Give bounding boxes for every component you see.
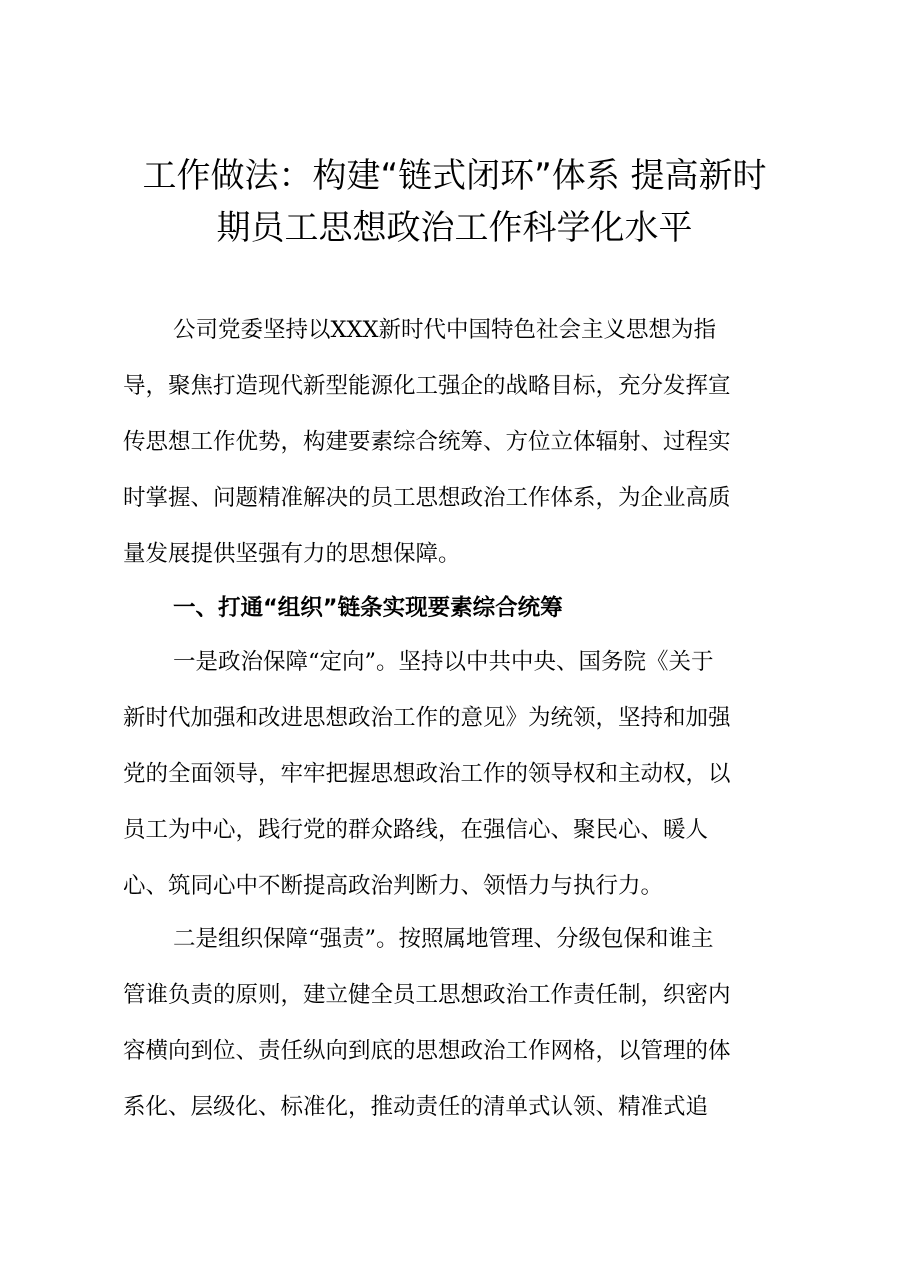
paragraph-line: 员工为中心，践行党的群众路线，在强信心、聚民心、暖人 xyxy=(123,817,709,843)
paragraph-line: 新时代加强和改进思想政治工作的意见》为统领，坚持和加强 xyxy=(123,705,731,731)
paragraph-line: 量发展提供坚强有力的思想保障。 xyxy=(123,541,461,567)
paragraph-line: 党的全面领导，牢牢把握思想政治工作的领导权和主动权，以 xyxy=(123,761,731,787)
title-line: 期员工思想政治工作科学化水平 xyxy=(216,208,693,248)
paragraph-line: 容横向到位、责任纵向到底的思想政治工作网格，以管理的体 xyxy=(123,1038,731,1064)
paragraph-line: 一是政治保障“定向”。坚持以中共中央、国务院《关于 xyxy=(173,649,714,675)
paragraph-line: 时掌握、问题精准解决的员工思想政治工作体系，为企业高质 xyxy=(123,485,731,511)
paragraph-line: 二是组织保障“强责”。按照属地管理、分级包保和谁主 xyxy=(173,926,714,952)
paragraph-political-guarantee xyxy=(123,634,783,914)
paragraph-line: 导，聚焦打造现代新型能源化工强企的战略目标，充分发挥宣 xyxy=(123,373,731,399)
paragraph-line: 心、筑同心中不断提高政治判断力、领悟力与执行力。 xyxy=(123,873,664,899)
paragraph-line: 系化、层级化、标准化，推动责任的清单式认领、精准式追 xyxy=(123,1094,709,1120)
paragraph-line: 传思想工作优势，构建要素综合统筹、方位立体辐射、过程实 xyxy=(123,429,731,455)
paragraph-line: 管谁负责的原则，建立健全员工思想政治工作责任制，织密内 xyxy=(123,982,731,1008)
paragraph-organization-guarantee xyxy=(123,911,783,1135)
section-heading: 一、打通“组织”链条实现要素综合统筹 xyxy=(173,595,563,621)
paragraph-line: 公司党委坚持以XXX新时代中国特色社会主义思想为指 xyxy=(173,317,717,343)
title-line: 工作做法：构建“链式闭环”体系 提高新时 xyxy=(142,156,767,196)
document-title xyxy=(100,150,809,254)
paragraph-intro xyxy=(123,302,783,582)
